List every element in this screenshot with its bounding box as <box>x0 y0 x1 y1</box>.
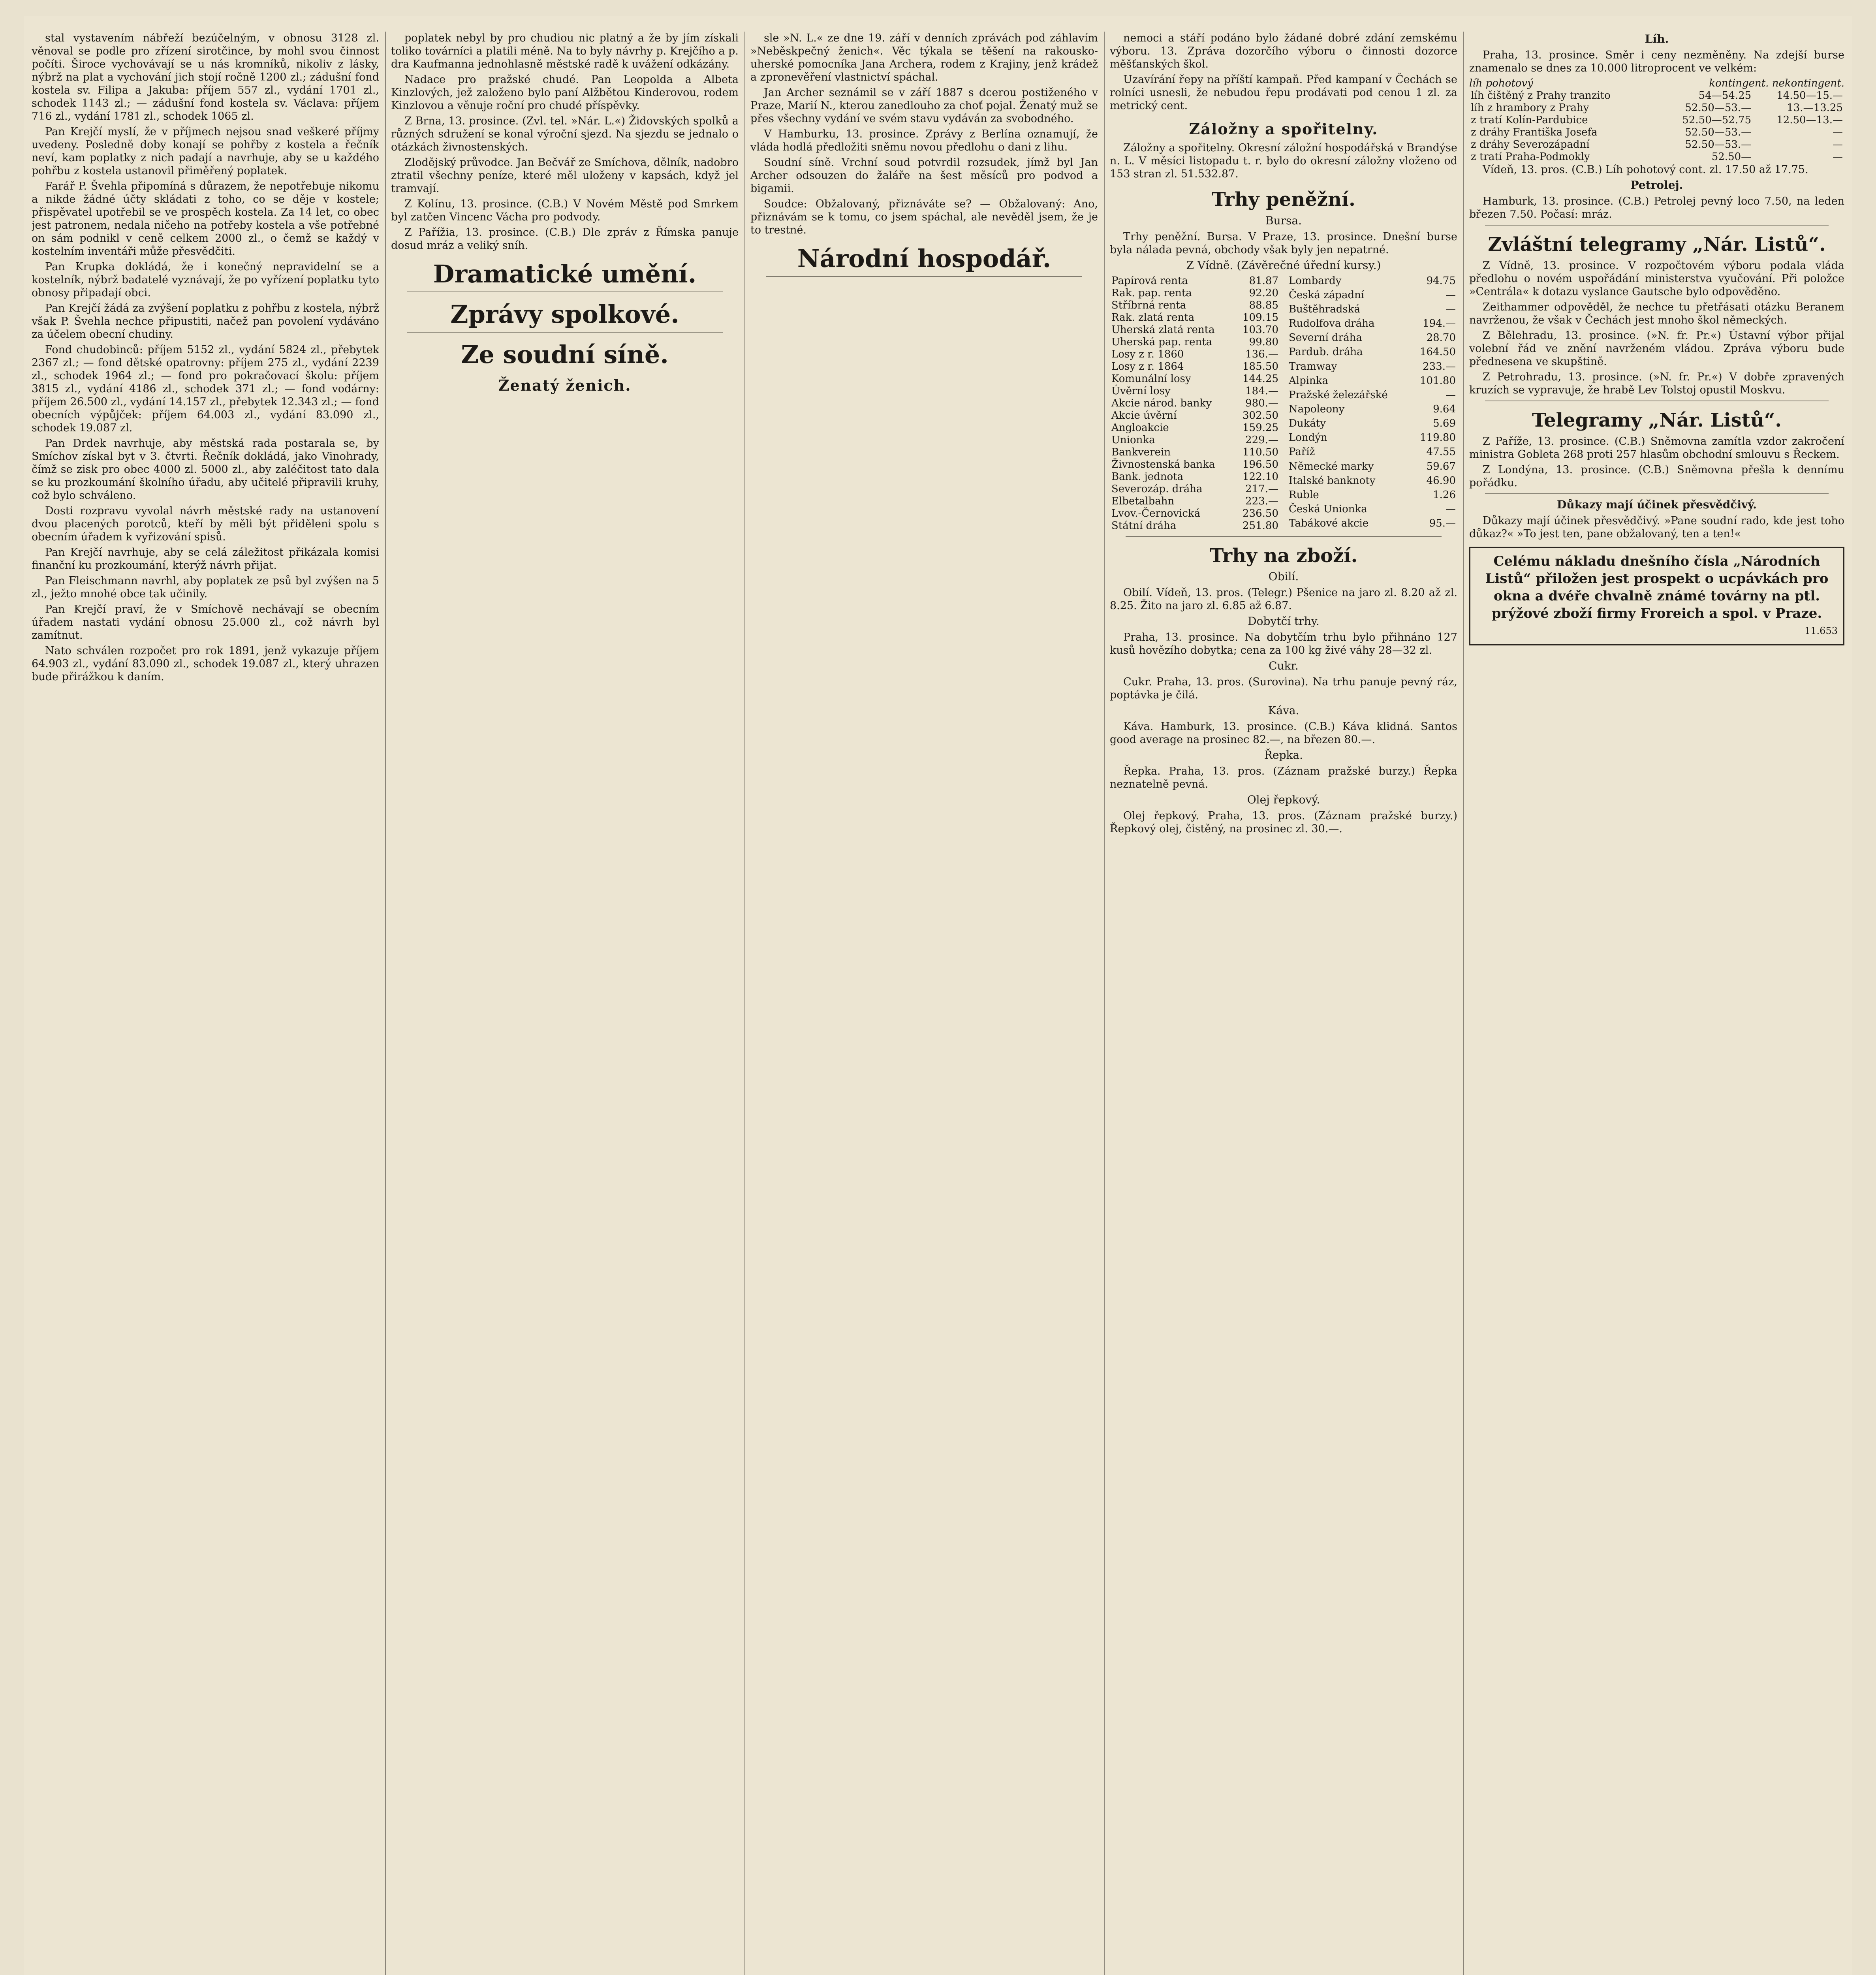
row-value: 122.10 <box>1243 470 1278 483</box>
divider <box>766 276 1082 277</box>
column-1 <box>32 32 379 1975</box>
row-value: 14.50—15.— <box>1776 90 1843 102</box>
row-label: Alpinka <box>1289 374 1329 387</box>
table-row <box>1110 361 1280 373</box>
article-paragraph: V Hamburku, 13. prosince. Zprávy z Berlína oznamují, že vláda hodlá předložiti sněmu novou předlohu o dani z lihu. <box>750 128 1098 153</box>
row-label: Česká západní <box>1289 289 1365 301</box>
subsection-heading: Obilí. <box>1268 570 1299 583</box>
row-value: 13.—13.25 <box>1787 102 1843 114</box>
table-row <box>1110 410 1280 422</box>
row-value: 144.25 <box>1243 372 1278 385</box>
row-value: 12.50—13.— <box>1776 114 1843 126</box>
row-label: z tratí Praha-Podmokly <box>1471 151 1590 163</box>
lih-column-headers <box>1469 77 1844 90</box>
column-3 <box>750 32 1098 1975</box>
table-row <box>1110 422 1280 434</box>
row-value: 92.20 <box>1249 287 1278 299</box>
row-label: Papírová renta <box>1111 275 1188 287</box>
row-label: Pražské železářské <box>1289 389 1388 401</box>
subsection-heading: Dobytčí trhy. <box>1248 615 1320 628</box>
article-paragraph: Obilí. Vídeň, 13. pros. (Telegr.) Pšenice na jaro zl. 8.20 až zl. 8.25. Žito na jaro zl. 6.85 až 6.87. <box>1110 587 1457 612</box>
row-label: Buštěhradská <box>1289 303 1360 315</box>
table-row <box>1287 289 1457 303</box>
article-paragraph: Pan Krejčí praví, že v Smíchově nechávají se obecním úřadem nastati vydání obnosu 25.000 zl., což návrh byl zamítnut. <box>32 603 379 641</box>
notice-tag: 11.653 <box>1805 625 1838 636</box>
row-label: z dráhy Františka Josefa <box>1471 126 1598 138</box>
row-value: 52.50—53.— <box>1685 102 1752 114</box>
article-paragraph: Důkazy mají účinek přesvědčivý. »Pane soudní rado, kde jest toho důkaz?« »To jest ten, pane obžalovaný, ten a ten!« <box>1469 514 1844 540</box>
row-label: Úvěrní losy <box>1111 385 1171 397</box>
table-row <box>1469 90 1844 102</box>
row-value: 223.— <box>1245 495 1278 507</box>
row-value: 99.80 <box>1249 336 1278 348</box>
table-row <box>1110 434 1280 446</box>
row-label: Bank. jednota <box>1111 470 1184 483</box>
table-row <box>1110 508 1280 520</box>
article-paragraph: Nato schválen rozpočet pro rok 1891, jenž vykazuje příjem 64.903 zl., vydání 83.090 zl., schodek 19.087 zl., který uhrazen bude přirážkou k daním. <box>32 645 379 683</box>
row-label: Severní dráha <box>1289 332 1362 344</box>
article-paragraph: Pan Krupka dokládá, že i konečný nepravidelní se a kostelník, nýbrž badatelé vyznávají, že po vyřízení poplatku tyto obnosy připadají obci. <box>32 261 379 299</box>
section-heading-money: Trhy peněžní. <box>1212 188 1355 211</box>
row-value: 164.50 <box>1420 346 1456 358</box>
row-value: — <box>1833 126 1843 138</box>
row-value: 196.50 <box>1243 458 1278 470</box>
row-value: 52.50—53.— <box>1685 126 1752 138</box>
article-paragraph: Hamburk, 13. prosince. (C.B.) Petrolej pevný loco 7.50, na leden březen 7.50. Počasí: mráz. <box>1469 195 1844 220</box>
row-label: Tabákové akcie <box>1289 517 1369 530</box>
supplement-notice <box>1469 547 1844 645</box>
row-value: — <box>1446 303 1456 315</box>
article-paragraph: Z Vídně, 13. prosince. V rozpočtovém výboru podala vláda předlohu o novém uspořádání ministerstva vyučování. Při položce »Centrála« k dotazu vyslance Gautsche bylo odpověděno. <box>1469 259 1844 298</box>
subsection-heading: Řepka. <box>1264 749 1303 762</box>
divider <box>1126 536 1442 537</box>
subsection-heading: Káva. <box>1268 704 1299 717</box>
subsection-heading: Olej řepkový. <box>1247 793 1320 807</box>
table-row <box>1110 348 1280 361</box>
table-row <box>1287 332 1457 346</box>
row-label: Rak. pap. renta <box>1111 287 1192 299</box>
article-heading: Ženatý ženich. <box>498 376 632 394</box>
lih-col-a: líh pohotový <box>1469 77 1533 89</box>
row-label: Severozáp. dráha <box>1111 483 1203 495</box>
table-row <box>1110 483 1280 495</box>
row-value: 103.70 <box>1243 324 1278 336</box>
article-paragraph: Z Pařížia, 13. prosince. (C.B.) Dle zpráv z Římska panuje dosud mráz a veliký sníh. <box>391 226 739 252</box>
row-value: 229.— <box>1245 434 1278 446</box>
row-label: Bankverein <box>1111 446 1171 458</box>
row-value: 47.55 <box>1426 446 1456 458</box>
table-row <box>1110 312 1280 324</box>
row-value: 119.80 <box>1420 432 1456 444</box>
row-value: 52.50— <box>1711 151 1752 163</box>
row-value: 136.— <box>1245 348 1278 360</box>
row-value: 46.90 <box>1426 474 1456 487</box>
subsection-heading: Líh. <box>1645 32 1669 45</box>
table-row <box>1110 471 1280 483</box>
table-row <box>1287 361 1457 375</box>
section-heading-telegrams: Telegramy „Nár. Listů“. <box>1532 409 1782 431</box>
row-label: Akcie úvěrní <box>1111 409 1177 421</box>
table-row <box>1287 403 1457 418</box>
article-paragraph: Trhy peněžní. Bursa. V Praze, 13. prosince. Dnešní burse byla nálada pevná, obchody však byly jen nepatrné. <box>1110 230 1457 256</box>
article-paragraph: Dosti rozpravu vyvolal návrh městské rady na ustanovení dvou placených porotců, kteří by měli být přiděleni spolu s obecním úřadem k vyřizování spisů. <box>32 505 379 543</box>
table-row <box>1287 461 1457 475</box>
row-value: 52.50—53.— <box>1685 139 1752 150</box>
row-label: Rak. zlatá renta <box>1111 311 1195 324</box>
article-paragraph: Praha, 13. prosince. Na dobytčím trhu bylo přihnáno 127 kusů hovězího dobytka; cena za 100 kg živé váhy 28—32 zl. <box>1110 631 1457 657</box>
table-row <box>1287 375 1457 389</box>
row-label: Paříž <box>1289 446 1315 458</box>
article-paragraph: poplatek nebyl by pro chudiou nic platný a že by jím získali toliko továrníci a platili méně. Na to byly návrhy p. Krejčího a p. dra Kaufmanna jednohlasně městské radě k uvážení odkázány. <box>391 32 739 70</box>
row-value: — <box>1833 139 1843 150</box>
table-row <box>1287 503 1457 517</box>
row-value: 9.64 <box>1433 403 1456 415</box>
row-label: z tratí Kolín-Pardubice <box>1471 114 1588 126</box>
article-paragraph: Olej řepkový. Praha, 13. pros. (Záznam pražské burzy.) Řepkový olej, čistěný, na prosinec zl. 30.—. <box>1110 810 1457 835</box>
article-paragraph: Záložny a spořitelny. Okresní záložní hospodářská v Brandýse n. L. V měsíci listopadu t. r. bylo do okresní záložny vloženo od 153 stran zl. 51.532.87. <box>1110 141 1457 180</box>
divider <box>1485 493 1829 494</box>
table-row <box>1287 275 1457 289</box>
article-paragraph: Z Paříže, 13. prosince. (C.B.) Sněmovna zamítla vzdor zakročení ministra Gobleta 268 proti 257 hlasům obchodní smlouvu s Řeckem. <box>1469 435 1844 461</box>
table-row <box>1287 318 1457 332</box>
lih-col-b: kontingent. nekontingent. <box>1709 77 1844 89</box>
row-label: líh čištěný z Prahy tranzito <box>1471 90 1611 102</box>
table-row <box>1110 299 1280 312</box>
row-label: Lombardy <box>1289 275 1342 287</box>
row-value: 980.— <box>1245 397 1278 409</box>
row-value: 94.75 <box>1426 275 1456 287</box>
exchange-table-right <box>1287 275 1457 532</box>
column-2 <box>391 32 739 1975</box>
row-value: 233.— <box>1423 360 1456 372</box>
row-value: 88.85 <box>1249 299 1278 311</box>
row-value: 59.67 <box>1426 460 1456 472</box>
column-4 <box>1110 32 1457 1975</box>
divider <box>407 332 723 333</box>
article-paragraph: Jan Archer seznámil se v září 1887 s dcerou postiženého v Praze, Marií N., kterou zanedlouho za choť pojal. Ženatý muž se přes všechny vydání ve svém stavu vydáván za svobodného. <box>750 87 1098 125</box>
table-row <box>1110 520 1280 532</box>
section-heading-economy: Národní hospodář. <box>797 244 1051 273</box>
article-paragraph: sle »N. L.« ze dne 19. září v denních zprávách pod záhlavím »Neběskpečný ženich«. Věc týkala se těšení na rakouskouherské pomocníka Jana Archera, rodem z Krajiny, jenž krádež a zpronevěření vlastnictví spáchal. <box>750 32 1098 83</box>
article-paragraph: Pan Drdek navrhuje, aby městská rada postarala se, by Smíchov získal byt v 3. čtvrti. Řečník dokládá, jako Vinohrady, čímž se zisk pro obec 4000 zl. 5000 zl., aby zaléčitost tato dala se ku prozkoumání školního úřadu, aby učitelé připravili kruhy, což bylo schváleno. <box>32 437 379 502</box>
table-row <box>1110 397 1280 410</box>
exchange-table-left <box>1110 275 1280 532</box>
article-paragraph: Z Brna, 13. prosince. (Zvl. tel. »Nár. L.«) Židovských spolků a různých sdružení se konal výroční sjezd. Na sjezdu se jednalo o otázkách živnostenských. <box>391 115 739 153</box>
table-row <box>1469 139 1844 151</box>
article-paragraph: Pan Krejčí myslí, že v příjmech nejsou snad veškeré příjmy uvedeny. Posledně doby konají se pohřby z kostela a řečník neví, kam poplatky z nich padají a navrhuje, aby se u každého pohřbu z kostela ustanovil přiměřený poplatek. <box>32 126 379 177</box>
subsection-heading: Petrolej. <box>1630 179 1683 192</box>
row-value: 28.70 <box>1426 332 1456 344</box>
table-row <box>1110 373 1280 385</box>
article-heading: Záložny a spořitelny. <box>1189 120 1378 138</box>
row-value: — <box>1446 289 1456 301</box>
table-row <box>1110 336 1280 348</box>
row-value: 184.— <box>1245 385 1278 397</box>
table-row <box>1287 346 1457 360</box>
spirits-table <box>1469 90 1844 163</box>
table-row <box>1469 114 1844 126</box>
section-heading-court: Ze soudní síně. <box>461 340 669 369</box>
lih-intro: Praha, 13. prosince. Směr i ceny nezměněny. Na zdejší burse znamenalo se dnes za 10.000 litroprocent ve velkém: <box>1469 49 1844 74</box>
subsection-heading: Cukr. <box>1269 659 1299 673</box>
section-heading-drama: Dramatické umění. <box>433 260 697 288</box>
newspaper-page <box>24 16 1852 1975</box>
table-row <box>1110 495 1280 508</box>
row-label: Stříbrná renta <box>1111 299 1186 311</box>
row-label: Německé marky <box>1289 460 1374 472</box>
article-paragraph: Nadace pro pražské chudé. Pan Leopolda a Albeta Kinzlových, jež založeno bylo paní Alžbětou Kinderovou, rodem Kinzlovou a věnuje roční pro chudé příspěvky. <box>391 73 739 112</box>
row-label: Česká Unionka <box>1289 503 1367 515</box>
row-label: z dráhy Severozápadní <box>1471 139 1590 150</box>
row-value: 251.80 <box>1243 519 1278 532</box>
row-value: 110.50 <box>1243 446 1278 458</box>
article-paragraph: Z Bělehradu, 13. prosince. (»N. fr. Pr.«) Ústavní výbor přijal volební řád ve znění navrženém vládou. Zpráva výboru bude přednesena ve skupštině. <box>1469 329 1844 368</box>
column-rule <box>744 32 745 1975</box>
row-value: 302.50 <box>1243 409 1278 421</box>
row-value: 185.50 <box>1243 360 1278 372</box>
table-row <box>1110 275 1280 287</box>
article-paragraph: Uzavírání řepy na příští kampaň. Před kampaní v Čechách se rolníci usnesli, že nebudou řepu prodávati pod cenou 1 zl. za metrický cent. <box>1110 73 1457 112</box>
article-paragraph: Pan Krejčí navrhuje, aby se celá záležitost přikázala komisi finanční ku prozkoumání, kterýž návrh přijat. <box>32 546 379 572</box>
table-title: Z Vídně. (Závěrečné úřední kursy.) <box>1186 258 1381 272</box>
row-label: líh z hrambory z Prahy <box>1471 102 1589 114</box>
row-label: Pardub. dráha <box>1289 346 1363 358</box>
article-paragraph: Zlodějský průvodce. Jan Bečvář ze Smíchova, dělník, nadobro ztratil všechny peníze, které měl uloženy v kapsách, když jel tramvají. <box>391 156 739 195</box>
column-5 <box>1469 32 1844 1975</box>
table-row <box>1287 432 1457 446</box>
table-row <box>1110 287 1280 299</box>
row-value: 95.— <box>1429 517 1456 530</box>
row-label: Losy z r. 1860 <box>1111 348 1184 360</box>
row-value: 81.87 <box>1249 275 1278 287</box>
article-paragraph: Zeithammer odpověděl, že nechce tu přetřásati otázku Beranem navrženou, že však v Čechách jest mnoho škol německých. <box>1469 301 1844 326</box>
article-paragraph: Z Londýna, 13. prosince. (C.B.) Sněmovna přešla k dennímu pořádku. <box>1469 463 1844 489</box>
row-label: Živnostenská banka <box>1111 458 1215 470</box>
row-value: 5.69 <box>1433 418 1456 430</box>
row-label: Lvov.-Černovická <box>1111 507 1201 519</box>
article-paragraph: nemoci a stáří podáno bylo žádané dobré zdání zemskému výboru. 13. Zpráva dozorčího výboru o činnosti dozorce měšťanských škol. <box>1110 32 1457 70</box>
table-row <box>1110 385 1280 397</box>
table-row <box>1287 517 1457 532</box>
table-row <box>1110 446 1280 459</box>
row-value: 54—54.25 <box>1698 90 1752 102</box>
lih-vienna: Vídeň, 13. pros. (C.B.) Líh pohotový cont. zl. 17.50 až 17.75. <box>1483 164 1808 176</box>
row-value: 101.80 <box>1420 374 1456 387</box>
row-value: 52.50—52.75 <box>1682 114 1752 126</box>
row-label: Losy z r. 1864 <box>1111 360 1184 372</box>
table-row <box>1287 489 1457 503</box>
exchange-table <box>1110 275 1457 532</box>
row-label: Londýn <box>1289 432 1327 444</box>
row-value: — <box>1446 389 1456 401</box>
row-label: Napoleony <box>1289 403 1345 415</box>
table-row <box>1110 324 1280 336</box>
section-heading-clubs: Zprávy spolkové. <box>450 300 679 329</box>
article-paragraph: Řepka. Praha, 13. pros. (Záznam pražské burzy.) Řepka neznatelně pevná. <box>1110 765 1457 791</box>
table-row <box>1287 446 1457 460</box>
article-paragraph: Pan Fleischmann navrhl, aby poplatek ze psů byl zvýšen na 5 zl., ježto mnohé obce tak učinily. <box>32 575 379 600</box>
row-label: Státní dráha <box>1111 519 1177 532</box>
table-row <box>1469 102 1844 114</box>
article-paragraph: Cukr. Praha, 13. pros. (Surovina). Na trhu panuje pevný ráz, poptávka je čilá. <box>1110 676 1457 702</box>
article-paragraph: Káva. Hamburk, 13. prosince. (C.B.) Káva klidná. Santos good average na prosinec 82.—, na březen 80.—. <box>1110 720 1457 746</box>
row-value: 217.— <box>1245 483 1278 495</box>
section-heading-goods: Trhy na zboží. <box>1209 544 1358 567</box>
row-label: Elbetalbahn <box>1111 495 1175 507</box>
row-value: 1.26 <box>1433 489 1456 501</box>
row-value: 159.25 <box>1243 421 1278 434</box>
table-row <box>1287 418 1457 432</box>
divider <box>1485 225 1829 226</box>
table-row <box>1287 475 1457 489</box>
row-label: Italské banknoty <box>1289 474 1376 487</box>
row-label: Uherská zlatá renta <box>1111 324 1215 336</box>
row-label: Dukáty <box>1289 418 1326 430</box>
table-row <box>1110 459 1280 471</box>
table-row <box>1469 126 1844 139</box>
row-value: — <box>1833 151 1843 163</box>
notice-text: Celému nákladu dnešního čísla „Národních Listů“ přiložen jest prospekt o ucpávkách pro okna a dvéře chvalně známé továrny na ptl. prýžové zboží firmy Froreich a spol. v Praze. <box>1485 553 1829 621</box>
section-heading-special-telegrams: Zvláštní telegramy „Nár. Listů“. <box>1488 233 1826 256</box>
article-paragraph: Fond chudobinců: příjem 5152 zl., vydání 5824 zl., přebytek 2367 zl.; — fond dětské opatrovny: příjem 275 zl., vydání 2239 zl., schodek 1964 zl.; — fond pro pokračovací školu: příjem 3815 zl., vydání 4186 zl., schodek 371 zl.; — fond vodárny: příjem 26.500 zl., vydání 14.157 zl., přebytek 12.343 zl.; — fond obecních výpůjček: příjem 64.003 zl., vydání 83.090 zl., schodek 19.087 zl. <box>32 344 379 434</box>
column-rule <box>1104 32 1105 1975</box>
row-label: Akcie národ. banky <box>1111 397 1212 409</box>
column-rule <box>385 32 386 1975</box>
article-paragraph: Farář P. Švehla připomíná s důrazem, že nepotřebuje nikomu a nikde žádné účty skládati z toho, co se děje v kostele; přispěvatel upotřebil se ve prospěch kostela. Za 14 let, co obec jest patronem, nedala ničeho na potřeby kostela a vše potřebné on sám podnikl v ceně celkem 2000 zl., o čemž se každý v kostelním inventáři může přesvědčiti. <box>32 180 379 258</box>
article-heading: Důkazy mají účinek přesvědčivý. <box>1556 498 1757 511</box>
row-label: Uherská pap. renta <box>1111 336 1212 348</box>
column-rule <box>1463 32 1464 1975</box>
article-paragraph: Z Petrohradu, 13. prosince. (»N. fr. Pr.«) V dobře zpravených kruzích se vypravuje, že hrabě Lev Tolstoj opustil Moskvu. <box>1469 371 1844 396</box>
row-value: 109.15 <box>1243 311 1278 324</box>
row-label: Ruble <box>1289 489 1319 501</box>
row-label: Tramway <box>1289 360 1337 372</box>
row-label: Rudolfova dráha <box>1289 318 1375 330</box>
row-label: Angloakcie <box>1111 421 1169 434</box>
article-paragraph: Pan Krejčí žádá za zvýšení poplatku z pohřbu z kostela, nýbrž však P. Švehla nechce připustiti, načež pan povolení vydáváno za účelem obecní chudiny. <box>32 302 379 340</box>
table-row <box>1469 151 1844 163</box>
row-value: 194.— <box>1423 318 1456 330</box>
article-paragraph: stal vystavením nábřeží bezúčelným, v obnosu 3128 zl. věnoval se podle pro zřízení sirotčince, by mohl svou činnost počíti. Široce vychovávají se u nás kromníků, nikoliv z lásky, nýbrž na plat a vychování jich stojí ročně 1200 zl.; zádušní fond kostela sv. Filipa a Jakuba: příjem 557 zl., vydání 1701 zl., schodek 1143 zl.; — zádušní fond kostela sv. Václava: příjem 716 zl., vydání 1781 zl., schodek 1065 zl. <box>32 32 379 122</box>
article-paragraph: Z Kolínu, 13. prosince. (C.B.) V Novém Městě pod Smrkem byl zatčen Vincenc Vácha pro podvody. <box>391 198 739 223</box>
row-label: Unionka <box>1111 434 1155 446</box>
article-paragraph: Soudce: Obžalovaný, přiznáváte se? — Obžalovaný: Ano, přiznávám se k tomu, co jsem spáchal, ale nevěděl jsem, že je to trestné. <box>750 198 1098 236</box>
subsection-heading: Bursa. <box>1265 214 1302 227</box>
row-label: Komunální losy <box>1111 372 1191 385</box>
row-value: — <box>1446 503 1456 515</box>
row-value: 236.50 <box>1243 507 1278 519</box>
table-row <box>1287 389 1457 403</box>
article-paragraph: Soudní síně. Vrchní soud potvrdil rozsudek, jímž byl Jan Archer odsouzen do žaláře na šest měsíců pro podvod a bigamii. <box>750 156 1098 195</box>
table-row <box>1287 303 1457 318</box>
